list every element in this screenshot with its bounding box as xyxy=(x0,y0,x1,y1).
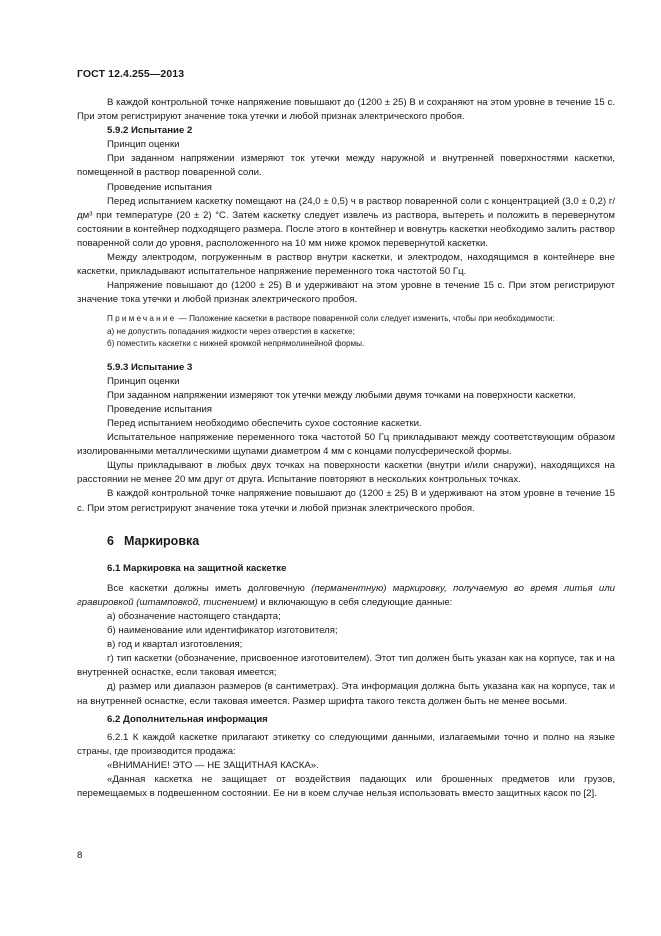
subsection-heading-6-1: 6.1 Маркировка на защитной каскетке xyxy=(107,562,287,574)
paragraph: При заданном напряжении измеряют ток утечки между наружной и внутренней поверхностями каскетки, помещенной в раствор поваренной соли. xyxy=(77,153,615,179)
paragraph: «Данная каскетка не защищает от воздействия падающих или брошенных предметов или грузов, перемещаемых в подвешенном состоянии. Ее ни в коем случае нельзя использовать вместо защитных касок по [2]. xyxy=(77,773,615,800)
page-number: 8 xyxy=(77,850,83,861)
subheading-principle: Принцип оценки xyxy=(107,375,180,387)
subsection-heading-5-9-3: 5.9.3 Испытание 3 xyxy=(107,361,193,373)
paragraph: Перед испытанием каскетку помещают на (24,0 ± 0,5) ч в раствор поваренной соли с концентрацией (3,0 ± 0,2) г/дм³ при температуре (20 ± 2) °С. Затем каскетку следует извлечь из раствора, вытереть и положить в перевернутом состоянии в контейнер подходящего размера. После этого в контейнер и вовнутрь каскетки необходимо залить раствор поваренной соли до уровня, расположенного на 10 мм ниже кромок перевернутой каскетки. xyxy=(77,195,615,249)
paragraph: «ВНИМАНИЕ! ЭТО — НЕ ЗАЩИТНАЯ КАСКА». xyxy=(107,759,319,771)
note-label: Примечание xyxy=(107,314,177,324)
paragraph: 6.2.1 К каждой каскетке прилагают этикетку со следующими данными, излагаемыми точно и полно на языке страны, где производится продажа: xyxy=(77,731,615,757)
subsection-heading-5-9-2: 5.9.2 Испытание 2 xyxy=(107,125,193,137)
list-item: б) наименование или идентификатор изготовителя; xyxy=(107,625,338,637)
section-heading-6 xyxy=(107,534,615,548)
subsection-heading-6-2: 6.2 Дополнительная информация xyxy=(107,713,268,725)
italic-text-run: (перманентную) маркировку, получаемую во время литья или гравировкой (штамповкой, тиснением) xyxy=(77,582,615,608)
subheading-principle: Принцип оценки xyxy=(107,139,180,151)
standard-header: ГОСТ 12.4.255—2013 xyxy=(77,68,185,80)
text-run: и включающую в себя следующие данные: xyxy=(257,596,453,608)
text-run: Все каскетки должны иметь долговечную xyxy=(107,582,312,594)
list-item: г) тип каскетки (обозначение, присвоенное изготовителем). Этот тип должен быть указан как на корпусе, так и на внутренней оснастке, если таковая имеется; xyxy=(77,653,615,679)
paragraph: Напряжение повышают до (1200 ± 25) В и удерживают на этом уровне в течение 15 с. При этом регистрируют значение тока утечки и любой признак электрического пробоя. xyxy=(77,280,615,306)
list-item: д) размер или диапазон размеров (в сантиметрах). Эта информация должна быть указана как на корпусе, так и на внутренней оснастке, если таковая имеется. Размер шрифта такого текста должен быть не менее восьми. xyxy=(77,681,615,707)
list-item: в) год и квартал изготовления; xyxy=(107,639,243,651)
paragraph: Между электродом, погруженным в раствор внутри каскетки, и электродом, находящимся в контейнере вне каскетки, прикладывают испытательное напряжение переменного тока частотой 50 Гц. xyxy=(77,252,615,278)
paragraph: При заданном напряжении измеряют ток утечки между любыми двумя точками на поверхности каскетки. xyxy=(107,389,576,401)
subheading-procedure: Проведение испытания xyxy=(107,181,212,193)
section-title: Маркировка xyxy=(123,533,200,548)
section-number: 6 xyxy=(107,533,114,548)
subheading-procedure: Проведение испытания xyxy=(107,403,212,415)
paragraph: Щупы прикладывают в любых двух точках на поверхности каскетки (внутри и/или снаружи), находящихся на расстоянии не менее 20 мм друг от друга. Испытание повторяют в нескольких контрольных точках. xyxy=(77,460,615,486)
note-item: б) поместить каскетки с нижней кромкой непрямолинейной формы. xyxy=(107,339,365,349)
paragraph: В каждой контрольной точке напряжение повышают до (1200 ± 25) В и сохраняют на этом уровне в течение 15 с. При этом регистрируют значение тока утечки и любой признак электрического пробоя. xyxy=(77,97,615,123)
paragraph: Испытательное напряжение переменного тока частотой 50 Гц прикладывают между соответствующим образом изолированными металлическими щупами диаметром 4 мм с концами полусферической формы. xyxy=(77,432,615,458)
list-item: а) обозначение настоящего стандарта; xyxy=(107,610,281,622)
note-text: — Положение каскетки в растворе поваренной соли следует изменить, чтобы при необходимости: xyxy=(176,314,555,324)
note xyxy=(77,313,615,325)
paragraph xyxy=(77,582,615,610)
paragraph: В каждой контрольной точке напряжение повышают до (1200 ± 25) В и удерживают на этом уровне в течение 15 с. При этом регистрируют значение тока утечки и любой признак электрического пробоя. xyxy=(77,488,615,514)
paragraph: Перед испытанием необходимо обеспечить сухое состояние каскетки. xyxy=(107,418,422,429)
note-item: а) не допустить попадания жидкости через отверстия в каскетке; xyxy=(107,326,355,336)
